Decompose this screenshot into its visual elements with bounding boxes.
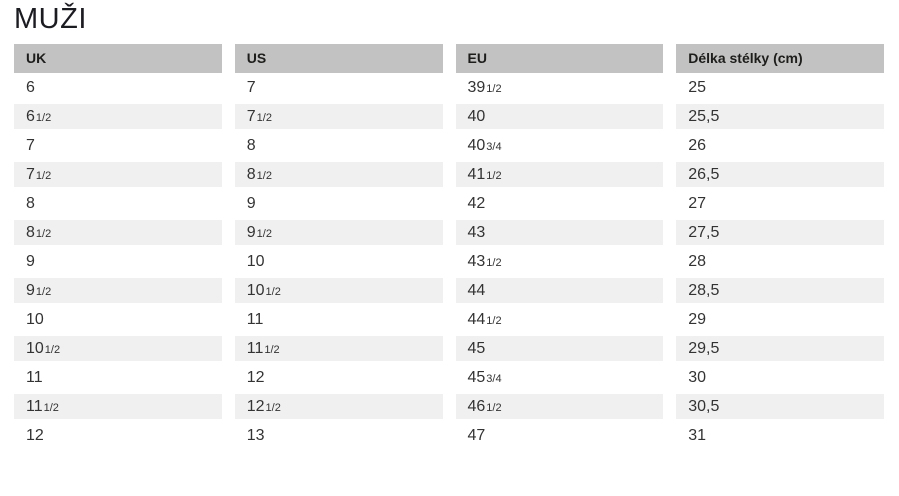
fraction-suffix: 1/2 [43,402,59,414]
cell-us-row6: 91/2 [235,218,443,247]
fraction-suffix: 1/2 [265,286,281,298]
cell-eu-row6: 43 [456,218,664,247]
cell-us-row8: 101/2 [235,276,443,305]
fraction-suffix: 1/2 [486,257,502,269]
cell-eu-row1: 391/2 [456,73,664,102]
cell-us-row13: 13 [235,421,443,450]
cell-eu-row7: 431/2 [456,247,664,276]
cell-uk-row9: 10 [14,305,222,334]
cell-cm-row3: 26 [676,131,884,160]
cell-uk-row12: 111/2 [14,392,222,421]
fraction-suffix: 1/2 [256,170,272,182]
fraction-suffix: 1/2 [35,112,52,124]
cell-uk-row4: 71/2 [14,160,222,189]
cell-uk-row1: 6 [14,73,222,102]
cell-cm-row1: 25 [676,73,884,102]
cell-us-row2: 71/2 [235,102,443,131]
cell-cm-row4: 26,5 [676,160,884,189]
cell-cm-row11: 30 [676,363,884,392]
fraction-suffix: 1/2 [256,228,272,240]
cell-uk-row8: 91/2 [14,276,222,305]
cell-cm-row12: 30,5 [676,392,884,421]
cell-us-row10: 111/2 [235,334,443,363]
cell-eu-row4: 411/2 [456,160,664,189]
cell-uk-row5: 8 [14,189,222,218]
cell-cm-row10: 29,5 [676,334,884,363]
cell-uk-row3: 7 [14,131,222,160]
column-header-eu: EU [456,44,664,73]
cell-eu-row13: 47 [456,421,664,450]
cell-cm-row9: 29 [676,305,884,334]
fraction-suffix: 1/2 [486,83,502,95]
fraction-suffix: 1/2 [35,228,52,240]
column-header-cm: Délka stélky (cm) [676,44,884,73]
column-header-uk: UK [14,44,222,73]
cell-us-row11: 12 [235,363,443,392]
cell-us-row4: 81/2 [235,160,443,189]
cell-cm-row5: 27 [676,189,884,218]
cell-uk-row11: 11 [14,363,222,392]
cell-uk-row7: 9 [14,247,222,276]
cell-us-row12: 121/2 [235,392,443,421]
cell-eu-row2: 40 [456,102,664,131]
cell-cm-row13: 31 [676,421,884,450]
fraction-suffix: 1/2 [486,170,502,182]
cell-cm-row7: 28 [676,247,884,276]
cell-us-row9: 11 [235,305,443,334]
cell-cm-row8: 28,5 [676,276,884,305]
column-header-us: US [235,44,443,73]
cell-us-row5: 9 [235,189,443,218]
cell-uk-row6: 81/2 [14,218,222,247]
cell-us-row1: 7 [235,73,443,102]
cell-eu-row10: 45 [456,334,664,363]
fraction-suffix: 1/2 [486,315,502,327]
cell-cm-row2: 25,5 [676,102,884,131]
cell-eu-row3: 403/4 [456,131,664,160]
cell-cm-row6: 27,5 [676,218,884,247]
fraction-suffix: 1/2 [265,402,281,414]
cell-us-row7: 10 [235,247,443,276]
fraction-suffix: 1/2 [264,344,280,356]
size-table [14,44,884,450]
cell-eu-row8: 44 [456,276,664,305]
fraction-suffix: 3/4 [486,373,502,385]
cell-uk-row13: 12 [14,421,222,450]
fraction-suffix: 1/2 [256,112,272,124]
cell-uk-row2: 61/2 [14,102,222,131]
cell-eu-row5: 42 [456,189,664,218]
cell-uk-row10: 101/2 [14,334,222,363]
fraction-suffix: 1/2 [486,402,502,414]
fraction-suffix: 1/2 [35,286,52,298]
fraction-suffix: 3/4 [486,141,502,153]
cell-us-row3: 8 [235,131,443,160]
cell-eu-row11: 453/4 [456,363,664,392]
fraction-suffix: 1/2 [35,170,52,182]
fraction-suffix: 1/2 [44,344,61,356]
page-title: MUŽI [14,3,87,35]
cell-eu-row12: 461/2 [456,392,664,421]
cell-eu-row9: 441/2 [456,305,664,334]
